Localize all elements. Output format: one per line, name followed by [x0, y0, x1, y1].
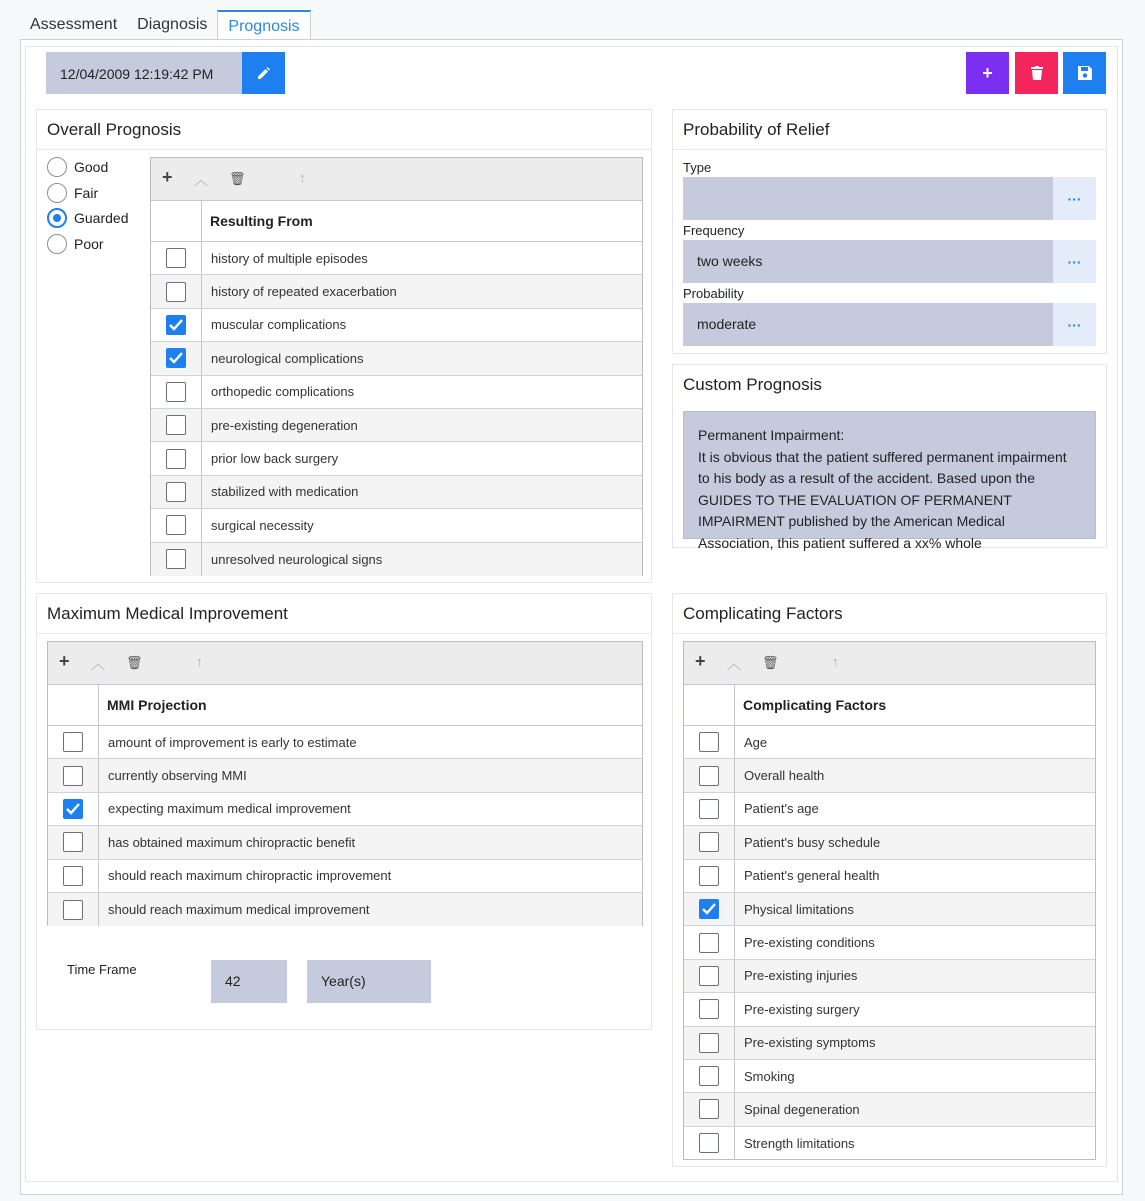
- row-checkbox[interactable]: [166, 282, 186, 302]
- row-checkbox[interactable]: [63, 799, 83, 819]
- row-select-cell: [684, 793, 735, 825]
- table-row[interactable]: [684, 793, 1095, 826]
- table-row[interactable]: [151, 543, 642, 576]
- type-field[interactable]: [683, 177, 1053, 220]
- row-select-cell: [684, 893, 735, 925]
- row-select-cell: [151, 409, 202, 441]
- sort-icon[interactable]: ↑: [196, 654, 203, 669]
- row-label: expecting maximum medical improvement: [108, 801, 351, 817]
- probability-label: Probability: [683, 286, 744, 301]
- grid-body: [684, 726, 1095, 1160]
- edit-date-button[interactable]: [242, 52, 285, 94]
- grid-body: [48, 726, 642, 926]
- frequency-lookup-button[interactable]: ···: [1053, 240, 1096, 283]
- row-label: Pre-existing conditions: [744, 935, 875, 951]
- radio-circle[interactable]: [47, 183, 67, 203]
- row-label: neurological complications: [211, 350, 364, 366]
- row-label: unresolved neurological signs: [211, 551, 383, 567]
- row-label: amount of improvement is early to estimate: [108, 734, 357, 750]
- panel-title: Probability of Relief: [683, 120, 830, 139]
- table-row[interactable]: [48, 726, 642, 759]
- plus-icon: +: [982, 62, 993, 83]
- row-checkbox[interactable]: [166, 482, 186, 502]
- move-up-icon[interactable]: ︿: [91, 656, 105, 672]
- probability-lookup-button[interactable]: ···: [1053, 303, 1096, 346]
- grid-header-row: [48, 685, 642, 726]
- row-checkbox[interactable]: [699, 866, 719, 886]
- row-checkbox[interactable]: [63, 832, 83, 852]
- row-checkbox[interactable]: [699, 999, 719, 1019]
- trash-icon[interactable]: 🗑: [762, 655, 779, 670]
- row-select-cell: [684, 1060, 735, 1092]
- row-checkbox[interactable]: [699, 799, 719, 819]
- panel-title: Custom Prognosis: [683, 375, 822, 394]
- row-checkbox[interactable]: [166, 382, 186, 402]
- row-select-cell: [684, 1127, 735, 1160]
- checkmark-icon: [66, 803, 80, 815]
- panel-title: Complicating Factors: [683, 604, 843, 623]
- probability-field[interactable]: moderate: [683, 303, 1053, 346]
- row-label: Patient's general health: [744, 868, 880, 884]
- divider: [37, 633, 651, 634]
- row-label: Smoking: [744, 1068, 795, 1084]
- overall-prognosis-panel: [36, 109, 652, 583]
- checkmark-icon: [169, 319, 183, 331]
- row-select-cell: [684, 860, 735, 892]
- row-checkbox[interactable]: [63, 766, 83, 786]
- row-label: Physical limitations: [744, 901, 854, 917]
- encounter-date: 12/04/2009 12:19:42 PM: [46, 52, 242, 94]
- row-label: Age: [744, 734, 768, 750]
- sort-icon[interactable]: ↑: [832, 654, 839, 669]
- table-row[interactable]: [151, 509, 642, 542]
- frequency-label: Frequency: [683, 223, 745, 238]
- panel-title: Overall Prognosis: [47, 120, 182, 139]
- table-row[interactable]: [151, 476, 642, 509]
- row-select-cell: [684, 993, 735, 1025]
- tab-diagnosis[interactable]: Diagnosis: [137, 16, 208, 33]
- checkmark-icon: [169, 352, 183, 364]
- row-select-cell: [684, 759, 735, 791]
- row-checkbox[interactable]: [699, 1066, 719, 1086]
- row-label: prior low back surgery: [211, 451, 339, 467]
- radio-label: Good: [74, 159, 109, 175]
- row-checkbox[interactable]: [63, 732, 83, 752]
- row-label: has obtained maximum chiropractic benefit: [108, 834, 356, 850]
- column-header[interactable]: Complicating Factors: [743, 697, 887, 713]
- complicating-factors-grid: [683, 641, 1096, 1160]
- row-select-cell: [151, 342, 202, 374]
- row-select-cell: [684, 826, 735, 858]
- table-row[interactable]: [684, 993, 1095, 1026]
- row-select-cell: [48, 893, 99, 926]
- table-row[interactable]: [151, 442, 642, 475]
- radio-circle[interactable]: [47, 234, 67, 254]
- row-select-cell: [48, 793, 99, 825]
- frequency-field[interactable]: two weeks: [683, 240, 1053, 283]
- row-checkbox[interactable]: [166, 515, 186, 535]
- row-select-cell: [151, 309, 202, 341]
- row-select-cell: [684, 1027, 735, 1059]
- save-button[interactable]: [1063, 52, 1106, 94]
- divider: [673, 633, 1106, 634]
- row-label: history of multiple episodes: [211, 250, 368, 266]
- tab-assessment[interactable]: Assessment: [30, 16, 118, 33]
- row-checkbox[interactable]: [699, 899, 719, 919]
- row-checkbox[interactable]: [63, 866, 83, 886]
- grid-header-row: [151, 201, 642, 242]
- table-row[interactable]: [48, 893, 642, 926]
- grid-toolbar: [684, 642, 1095, 685]
- row-select-cell: [48, 726, 99, 758]
- table-row[interactable]: [684, 726, 1095, 759]
- row-label: currently observing MMI: [108, 768, 247, 784]
- row-label: Pre-existing symptoms: [744, 1035, 876, 1051]
- row-select-cell: [684, 1093, 735, 1125]
- radio-good[interactable]: [47, 157, 108, 177]
- row-select-cell: [48, 860, 99, 892]
- grid-toolbar: [48, 642, 642, 685]
- row-label: history of repeated exacerbation: [211, 284, 397, 300]
- row-checkbox[interactable]: [699, 1099, 719, 1119]
- panel-title: Maximum Medical Improvement: [47, 604, 288, 623]
- row-checkbox[interactable]: [166, 248, 186, 268]
- type-lookup-button[interactable]: ···: [1053, 177, 1096, 220]
- custom-prognosis-textarea[interactable]: Permanent Impairment: It is obvious that the patient suffered permanent impairment to his body as a result of the accident. Based upon the GUIDES TO THE EVALUATION OF PERMANENT IMPAIRMENT published by the American Medical Association, this patient suffered a xx% whole: [683, 411, 1096, 539]
- table-row[interactable]: [684, 826, 1095, 859]
- row-label: Overall health: [744, 768, 825, 784]
- radio-label: Poor: [74, 236, 104, 252]
- select-column-header: [684, 685, 735, 725]
- row-checkbox[interactable]: [699, 1133, 719, 1153]
- trash-icon: [1031, 66, 1043, 80]
- divider: [673, 149, 1106, 150]
- row-checkbox[interactable]: [166, 549, 186, 569]
- table-row[interactable]: [48, 793, 642, 826]
- table-row[interactable]: [684, 893, 1095, 926]
- row-label: Spinal degeneration: [744, 1101, 860, 1117]
- row-label: Pre-existing injuries: [744, 968, 858, 984]
- row-checkbox[interactable]: [699, 1033, 719, 1053]
- table-row[interactable]: [684, 1060, 1095, 1093]
- table-row[interactable]: [151, 242, 642, 275]
- row-select-cell: [151, 543, 202, 576]
- row-checkbox[interactable]: [166, 315, 186, 335]
- row-checkbox[interactable]: [699, 933, 719, 953]
- table-row[interactable]: [151, 309, 642, 342]
- row-label: should reach maximum medical improvement: [108, 902, 370, 918]
- table-row[interactable]: [151, 409, 642, 442]
- select-column-header: [151, 201, 202, 241]
- row-select-cell: [151, 476, 202, 508]
- custom-prognosis-panel: [672, 364, 1107, 551]
- radio-guarded[interactable]: [47, 208, 128, 228]
- row-label: surgical necessity: [211, 517, 314, 533]
- checkmark-icon: [702, 903, 716, 915]
- floppy-icon: [1078, 66, 1092, 80]
- sort-icon[interactable]: ↑: [299, 170, 306, 185]
- row-select-cell: [48, 826, 99, 858]
- row-label: Strength limitations: [744, 1135, 855, 1151]
- row-select-cell: [151, 275, 202, 307]
- table-row[interactable]: [684, 1027, 1095, 1060]
- time-frame-value[interactable]: 42: [211, 960, 287, 1003]
- row-checkbox[interactable]: [699, 966, 719, 986]
- row-checkbox[interactable]: [63, 900, 83, 920]
- row-checkbox[interactable]: [166, 348, 186, 368]
- radio-fair[interactable]: [47, 183, 98, 203]
- row-select-cell: [48, 759, 99, 791]
- row-checkbox[interactable]: [699, 732, 719, 752]
- row-label: stabilized with medication: [211, 484, 359, 500]
- move-up-icon[interactable]: ︿: [727, 656, 741, 672]
- column-header[interactable]: MMI Projection: [107, 697, 207, 713]
- radio-circle[interactable]: [47, 157, 67, 177]
- time-frame-label: Time Frame: [67, 962, 137, 977]
- move-up-icon[interactable]: ︿: [194, 172, 208, 188]
- add-row-icon[interactable]: +: [695, 651, 706, 671]
- table-row[interactable]: [151, 376, 642, 409]
- radio-poor[interactable]: [47, 234, 104, 254]
- row-checkbox[interactable]: [166, 415, 186, 435]
- row-label: pre-existing degeneration: [211, 417, 358, 433]
- row-label: orthopedic complications: [211, 384, 355, 400]
- table-row[interactable]: [684, 1093, 1095, 1126]
- table-row[interactable]: [151, 275, 642, 308]
- row-label: muscular complications: [211, 317, 347, 333]
- probability-of-relief-panel: [672, 109, 1107, 354]
- table-row[interactable]: [684, 759, 1095, 792]
- radio-label: Guarded: [74, 210, 129, 226]
- table-row[interactable]: [48, 860, 642, 893]
- row-select-cell: [151, 442, 202, 474]
- grid-body: [151, 242, 642, 576]
- tab-prognosis[interactable]: Prognosis: [217, 10, 310, 41]
- radio-label: Fair: [74, 185, 99, 201]
- row-select-cell: [684, 926, 735, 958]
- row-select-cell: [684, 960, 735, 992]
- type-label: Type: [683, 160, 712, 175]
- grid-toolbar: [151, 158, 642, 201]
- radio-circle[interactable]: [47, 208, 67, 228]
- row-checkbox[interactable]: [699, 766, 719, 786]
- trash-icon[interactable]: 🗑: [229, 171, 246, 186]
- pencil-icon: [257, 66, 271, 80]
- row-checkbox[interactable]: [166, 449, 186, 469]
- row-label: Patient's age: [744, 801, 819, 817]
- mmi-panel: [36, 593, 652, 1030]
- add-row-icon[interactable]: +: [59, 651, 70, 671]
- row-label: should reach maximum chiropractic improvement: [108, 868, 392, 884]
- add-row-icon[interactable]: +: [162, 167, 173, 187]
- grid-header-row: [684, 685, 1095, 726]
- row-select-cell: [684, 726, 735, 758]
- tab-bar: [20, 10, 311, 40]
- time-frame-unit[interactable]: Year(s): [307, 960, 431, 1003]
- add-button[interactable]: [966, 52, 1009, 94]
- trash-icon[interactable]: 🗑: [126, 655, 143, 670]
- row-select-cell: [151, 242, 202, 274]
- table-row[interactable]: [684, 1127, 1095, 1160]
- table-row[interactable]: [151, 342, 642, 375]
- complicating-factors-panel: [672, 593, 1107, 1167]
- table-row[interactable]: [48, 759, 642, 792]
- row-checkbox[interactable]: [699, 832, 719, 852]
- delete-button[interactable]: [1015, 52, 1058, 94]
- mmi-projection-grid: [47, 641, 643, 926]
- divider: [37, 149, 651, 150]
- table-row[interactable]: [48, 826, 642, 859]
- table-row[interactable]: [684, 860, 1095, 893]
- row-select-cell: [151, 376, 202, 408]
- row-label: Pre-existing surgery: [744, 1001, 860, 1017]
- table-row[interactable]: [684, 960, 1095, 993]
- resulting-from-grid: [150, 157, 643, 576]
- table-row[interactable]: [684, 926, 1095, 959]
- select-column-header: [48, 685, 99, 725]
- column-header[interactable]: Resulting From: [210, 213, 313, 229]
- row-select-cell: [151, 509, 202, 541]
- row-label: Patient's busy schedule: [744, 834, 881, 850]
